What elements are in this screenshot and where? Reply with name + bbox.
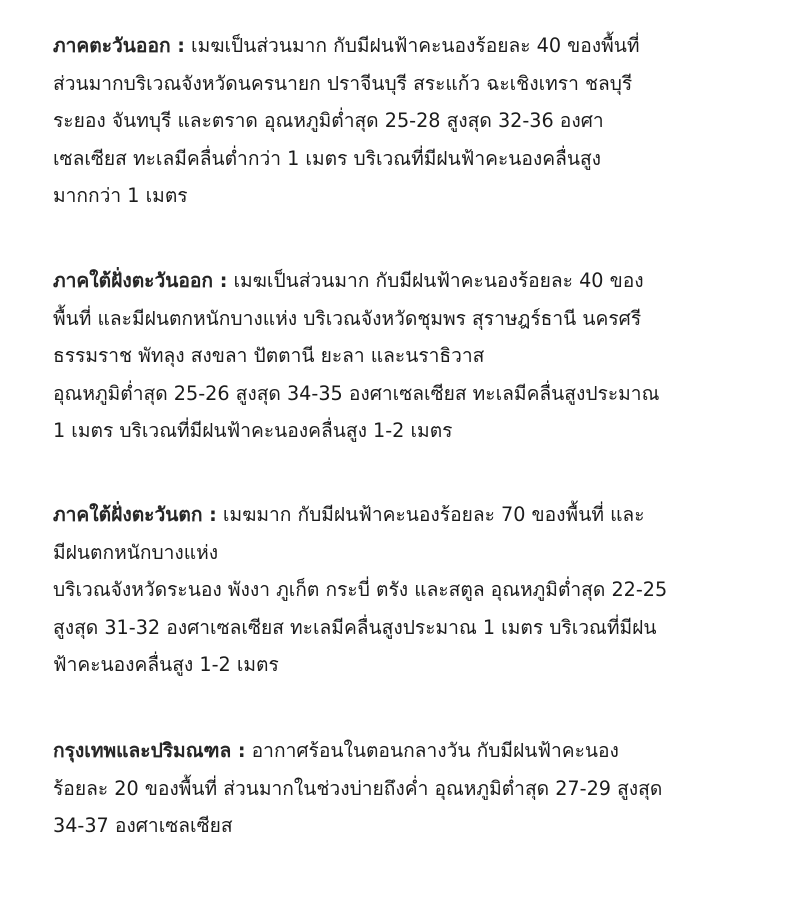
forecast-text: ร้อยละ 20 ของพื้นที่ ส่วนมากในช่วงบ่ายถึงค่ำ อุณหภูมิต่ำสุด 27-29 สูงสุด bbox=[53, 776, 663, 800]
forecast-section-east bbox=[53, 27, 756, 215]
forecast-section-bangkok bbox=[53, 732, 756, 845]
forecast-section-south-east bbox=[53, 262, 756, 450]
forecast-text: 1 เมตร บริเวณที่มีฝนฟ้าคะนองคลื่นสูง 1-2 เมตร bbox=[53, 419, 453, 442]
forecast-text: เซลเซียส ทะเลมีคลื่นต่ำกว่า 1 เมตร บริเวณที่มีฝนฟ้าคะนองคลื่นสูง bbox=[53, 146, 602, 170]
forecast-text: อุณหภูมิต่ำสุด 25-26 สูงสุด 34-35 องศาเซลเซียส ทะเลมีคลื่นสูงประมาณ bbox=[53, 381, 660, 405]
forecast-text: มีฝนตกหนักบางแห่ง bbox=[53, 540, 219, 564]
region-heading-east: ภาคตะวันออก : bbox=[53, 34, 185, 57]
forecast-text: ธรรมราช พัทลุง สงขลา ปัตตานี ยะลา และนราธิวาส bbox=[53, 344, 485, 367]
forecast-text: เมฆเป็นส่วนมาก กับมีฝนฟ้าคะนองร้อยละ 40 ของพื้นที่ bbox=[184, 34, 640, 57]
section-first-line bbox=[53, 27, 756, 65]
forecast-text: 34-37 องศาเซลเซียส bbox=[53, 814, 233, 837]
forecast-text: ฟ้าคะนองคลื่นสูง 1-2 เมตร bbox=[53, 653, 279, 676]
forecast-text: ส่วนมากบริเวณจังหวัดนครนายก ปราจีนบุรี สระแก้ว ฉะเชิงเทรา ชลบุรี bbox=[53, 71, 633, 95]
forecast-text: เมฆเป็นส่วนมาก กับมีฝนฟ้าคะนองร้อยละ 40 ของ bbox=[227, 269, 644, 292]
region-heading-south-west: ภาคใต้ฝั่งตะวันตก : bbox=[53, 503, 217, 526]
section-first-line bbox=[53, 262, 756, 300]
forecast-section-south-west bbox=[53, 496, 756, 684]
forecast-text: บริเวณจังหวัดระนอง พังงา ภูเก็ต กระบี่ ตรัง และสตูล อุณหภูมิต่ำสุด 22-25 bbox=[53, 578, 668, 601]
forecast-text: ระยอง จันทบุรี และตราด อุณหภูมิต่ำสุด 25-28 สูงสุด 32-36 องศา bbox=[53, 109, 604, 132]
forecast-text: พื้นที่ และมีฝนตกหนักบางแห่ง บริเวณจังหวัดชุมพร สุราษฎร์ธานี นครศรี bbox=[53, 306, 642, 330]
region-heading-south-east: ภาคใต้ฝั่งตะวันออก : bbox=[53, 269, 228, 292]
region-heading-bangkok: กรุงเทพและปริมณฑล : bbox=[53, 739, 246, 762]
forecast-text: เมฆมาก กับมีฝนฟ้าคะนองร้อยละ 70 ของพื้นที่ และ bbox=[216, 503, 645, 526]
forecast-text: มากกว่า 1 เมตร bbox=[53, 184, 188, 207]
forecast-text: อากาศร้อนในตอนกลางวัน กับมีฝนฟ้าคะนอง bbox=[245, 739, 619, 762]
section-first-line bbox=[53, 496, 756, 534]
forecast-text: สูงสุด 31-32 องศาเซลเซียส ทะเลมีคลื่นสูงประมาณ 1 เมตร บริเวณที่มีฝน bbox=[53, 615, 657, 639]
section-first-line bbox=[53, 732, 756, 770]
